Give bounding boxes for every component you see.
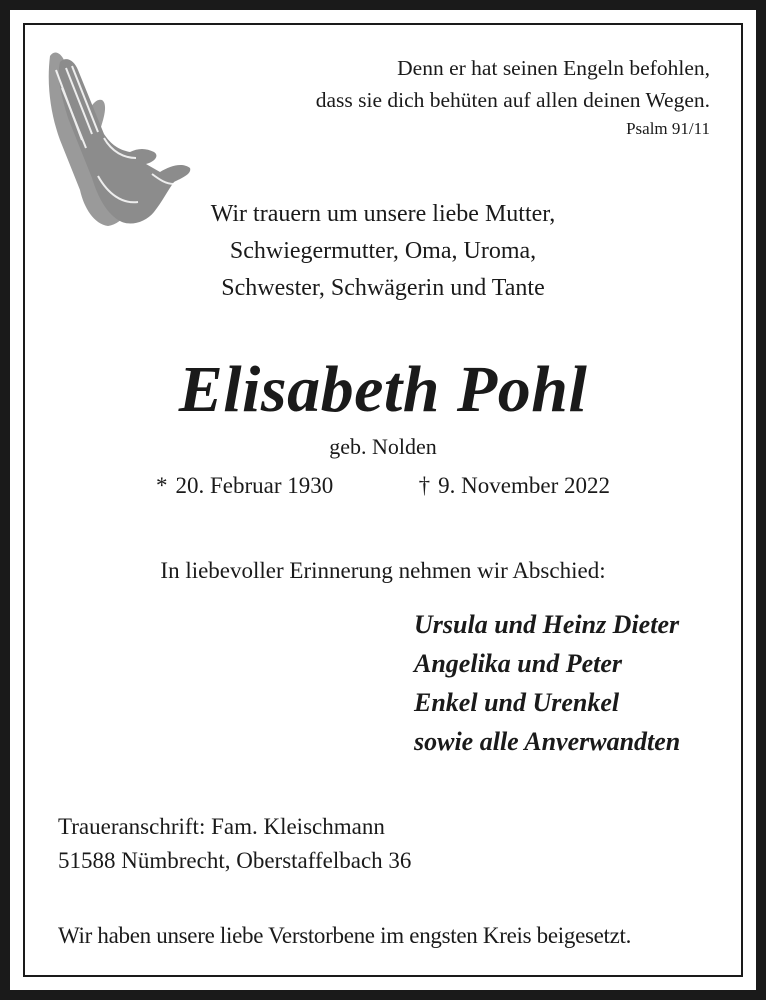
birth-date-text: 20. Februar 1930 (175, 473, 334, 498)
mourner-line: Ursula und Heinz Dieter (414, 610, 680, 639)
bible-verse (316, 52, 710, 142)
death-cross-icon: † (418, 473, 431, 498)
intro-line-2: Schwiegermutter, Oma, Uroma, (229, 238, 537, 264)
birth-star-icon: * (156, 473, 168, 498)
farewell-text: In liebevoller Erinnerung nehmen wir Abschied: (160, 558, 606, 583)
death-date-text: 9. November 2022 (438, 473, 610, 498)
address-line-2: 51588 Nümbrecht, Oberstaffelbach 36 (58, 848, 412, 873)
verse-reference: Psalm 91/11 (626, 119, 710, 138)
verse-line-1: Denn er hat seinen Engeln befohlen, (397, 56, 710, 80)
birth-date (156, 471, 333, 501)
mourners-list (414, 605, 680, 761)
verse-line-2: dass sie dich behüten auf allen deinen Wegen. (315, 88, 710, 112)
mourning-intro (0, 196, 766, 307)
intro-line-3: Schwester, Schwägerin und Tante (221, 275, 545, 301)
maiden-name: geb. Nolden (329, 434, 437, 459)
burial-note: Wir haben unsere liebe Verstorbene im engsten Kreis beigesetzt. (58, 923, 632, 948)
mourner-line: Enkel und Urenkel (414, 688, 620, 717)
deceased-name: Elisabeth Pohl (178, 353, 588, 426)
mourning-address (58, 810, 411, 878)
death-date (419, 471, 610, 501)
intro-line-1: Wir trauern um unsere liebe Mutter, (210, 201, 556, 227)
mourner-line: Angelika und Peter (414, 649, 623, 678)
address-line-1: Traueranschrift: Fam. Kleischmann (58, 814, 385, 839)
life-dates (150, 471, 620, 501)
mourner-line: sowie alle Anverwandten (414, 727, 681, 756)
